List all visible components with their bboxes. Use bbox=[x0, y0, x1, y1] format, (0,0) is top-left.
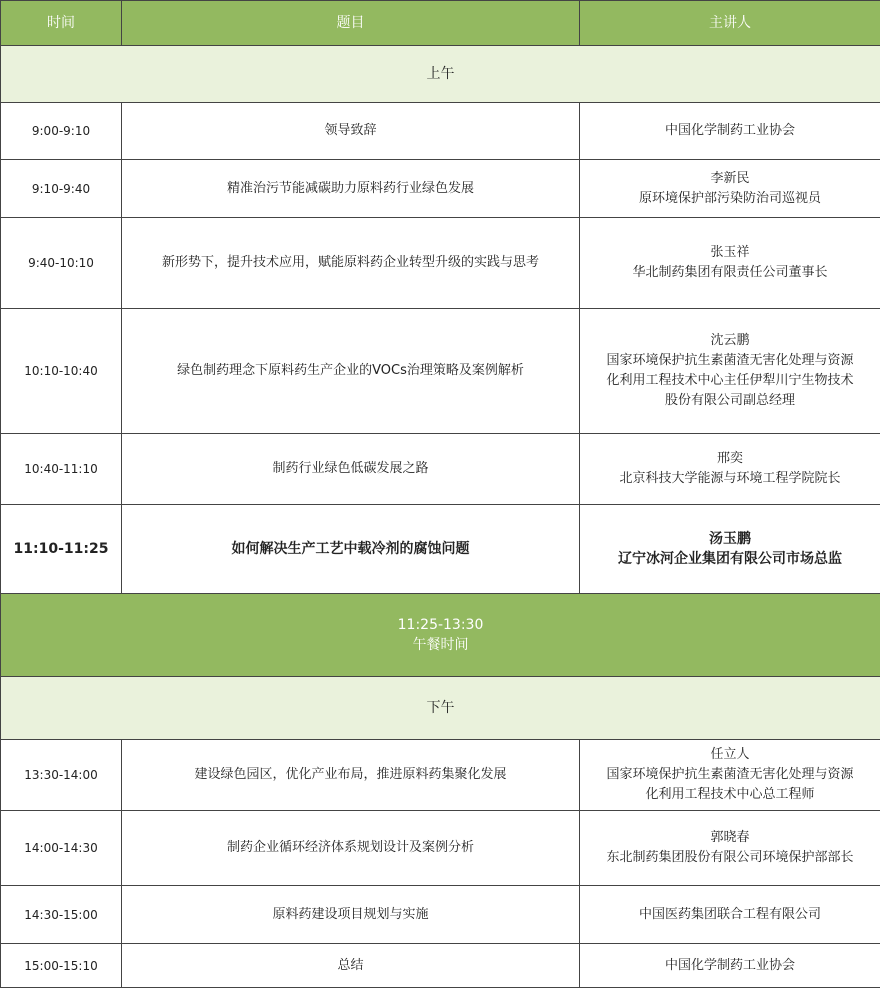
speaker-line: 中国化学制药工业协会 bbox=[584, 956, 876, 976]
speaker-line: 华北制药集团有限责任公司董事长 bbox=[584, 263, 876, 283]
speaker-line: 郭晓春 bbox=[584, 828, 876, 848]
row-speaker bbox=[580, 505, 880, 594]
row-time: 10:40-11:10 bbox=[1, 434, 122, 505]
lunch-label: 午餐时间 bbox=[5, 635, 876, 655]
row-topic: 新形势下，提升技术应用，赋能原料药企业转型升级的实践与思考 bbox=[122, 218, 580, 309]
speaker-line: 国家环境保护抗生素菌渣无害化处理与资源 bbox=[584, 765, 876, 785]
row-topic: 领导致辞 bbox=[122, 103, 580, 160]
lunch-row bbox=[1, 594, 880, 677]
speaker-line: 化利用工程技术中心总工程师 bbox=[584, 785, 876, 805]
lunch-time: 11:25-13:30 bbox=[5, 615, 876, 635]
header-time: 时间 bbox=[1, 1, 122, 46]
section-row-afternoon bbox=[1, 677, 880, 740]
speaker-line: 辽宁冰河企业集团有限公司市场总监 bbox=[584, 549, 876, 569]
row-topic: 原料药建设项目规划与实施 bbox=[122, 886, 580, 944]
row-time: 9:10-9:40 bbox=[1, 160, 122, 218]
table-row bbox=[1, 434, 880, 505]
speaker-line: 股份有限公司副总经理 bbox=[584, 391, 876, 411]
row-time: 11:10-11:25 bbox=[1, 505, 122, 594]
table-row bbox=[1, 740, 880, 811]
speaker-line: 原环境保护部污染防治司巡视员 bbox=[584, 189, 876, 209]
row-topic: 精准治污节能减碳助力原料药行业绿色发展 bbox=[122, 160, 580, 218]
row-topic: 如何解决生产工艺中载冷剂的腐蚀问题 bbox=[122, 505, 580, 594]
row-time: 15:00-15:10 bbox=[1, 944, 122, 988]
table-row bbox=[1, 944, 880, 988]
speaker-line: 中国化学制药工业协会 bbox=[584, 121, 876, 141]
header-row bbox=[1, 1, 880, 46]
table-row bbox=[1, 218, 880, 309]
speaker-line: 任立人 bbox=[584, 745, 876, 765]
speaker-line: 汤玉鹏 bbox=[584, 529, 876, 549]
table-row bbox=[1, 886, 880, 944]
table-row bbox=[1, 811, 880, 886]
speaker-line: 东北制药集团股份有限公司环境保护部部长 bbox=[584, 848, 876, 868]
table-row-highlight bbox=[1, 505, 880, 594]
section-row-morning bbox=[1, 46, 880, 103]
section-label-morning: 上午 bbox=[1, 46, 880, 103]
row-topic: 制药行业绿色低碳发展之路 bbox=[122, 434, 580, 505]
row-time: 13:30-14:00 bbox=[1, 740, 122, 811]
row-speaker bbox=[580, 103, 880, 160]
row-time: 10:10-10:40 bbox=[1, 309, 122, 434]
header-topic: 题目 bbox=[122, 1, 580, 46]
row-speaker bbox=[580, 218, 880, 309]
row-topic: 总结 bbox=[122, 944, 580, 988]
row-time: 14:30-15:00 bbox=[1, 886, 122, 944]
row-time: 9:00-9:10 bbox=[1, 103, 122, 160]
row-speaker bbox=[580, 886, 880, 944]
row-speaker bbox=[580, 309, 880, 434]
lunch-cell bbox=[1, 594, 880, 677]
table-row bbox=[1, 160, 880, 218]
speaker-line: 张玉祥 bbox=[584, 243, 876, 263]
speaker-line: 国家环境保护抗生素菌渣无害化处理与资源 bbox=[584, 351, 876, 371]
row-speaker bbox=[580, 434, 880, 505]
row-time: 9:40-10:10 bbox=[1, 218, 122, 309]
table-row bbox=[1, 309, 880, 434]
speaker-line: 北京科技大学能源与环境工程学院院长 bbox=[584, 469, 876, 489]
section-label-afternoon: 下午 bbox=[1, 677, 880, 740]
speaker-line: 化利用工程技术中心主任伊犁川宁生物技术 bbox=[584, 371, 876, 391]
row-speaker bbox=[580, 160, 880, 218]
row-time: 14:00-14:30 bbox=[1, 811, 122, 886]
speaker-line: 邢奕 bbox=[584, 449, 876, 469]
table-row bbox=[1, 103, 880, 160]
row-speaker bbox=[580, 944, 880, 988]
row-topic: 绿色制药理念下原料药生产企业的VOCs治理策略及案例解析 bbox=[122, 309, 580, 434]
row-speaker bbox=[580, 811, 880, 886]
speaker-line: 沈云鹏 bbox=[584, 331, 876, 351]
row-topic: 制药企业循环经济体系规划设计及案例分析 bbox=[122, 811, 580, 886]
header-speaker: 主讲人 bbox=[580, 1, 880, 46]
speaker-line: 中国医药集团联合工程有限公司 bbox=[584, 905, 876, 925]
row-speaker bbox=[580, 740, 880, 811]
speaker-line: 李新民 bbox=[584, 169, 876, 189]
row-topic: 建设绿色园区，优化产业布局，推进原料药集聚化发展 bbox=[122, 740, 580, 811]
